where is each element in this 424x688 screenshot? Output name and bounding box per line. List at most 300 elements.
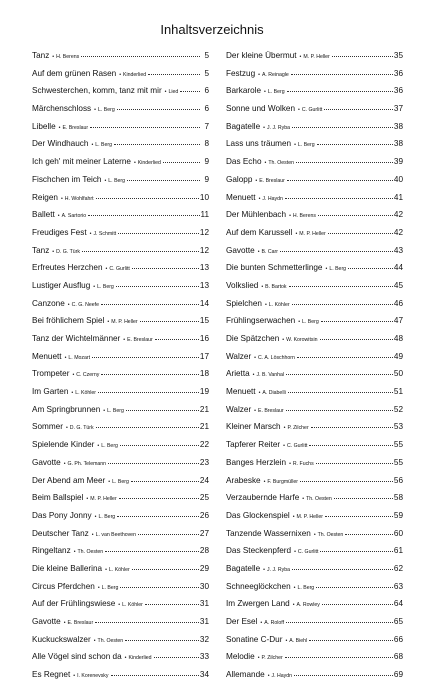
page-number: 9 [204, 174, 209, 184]
piece-title: Ich geh' mit meiner Laterne [32, 157, 131, 167]
bullet-separator: • [283, 443, 285, 450]
bullet-separator: • [293, 584, 296, 591]
dot-leader [296, 162, 393, 163]
dot-leader [96, 198, 199, 199]
composer-name: M. P. Heller [303, 54, 330, 60]
page-number: 33 [199, 652, 209, 662]
bullet-separator: • [57, 213, 60, 220]
piece-title: Sonatine C-Dur [226, 634, 283, 644]
toc-entry [32, 422, 209, 440]
composer-name: Kinderlied [123, 71, 147, 78]
toc-entry [226, 210, 403, 228]
bullet-separator: • [258, 71, 260, 78]
page-number: 49 [393, 351, 403, 361]
page-number: 29 [199, 563, 209, 573]
dot-leader [116, 286, 199, 287]
composer-name: C. A. Löschhorn [258, 354, 295, 361]
piece-title: Märchenschloss [32, 104, 92, 114]
toc-entry [32, 316, 209, 334]
composer-name: E. Breslaur [67, 620, 94, 626]
bullet-separator: • [289, 213, 291, 220]
composer-name: C. Czerny [76, 372, 100, 379]
dot-leader [105, 551, 199, 552]
bullet-separator: • [289, 460, 291, 467]
dot-leader [95, 622, 199, 623]
bullet-separator: • [133, 160, 136, 167]
dot-leader [292, 127, 393, 128]
bullet-separator: • [107, 319, 110, 326]
dot-leader [297, 357, 393, 358]
dot-leader [88, 215, 199, 216]
page-number: 42 [393, 227, 403, 237]
page-number: 62 [393, 563, 403, 573]
composer-name: L. Berg [267, 89, 285, 96]
toc-entry [32, 51, 209, 69]
dot-leader [163, 162, 200, 163]
bullet-separator: • [261, 283, 264, 290]
piece-title: Die bunten Schmetterlinge [226, 263, 323, 273]
page-number: 34 [199, 670, 209, 680]
piece-title: Tanz [32, 51, 50, 60]
toc-entry [226, 193, 403, 211]
toc-entry [32, 670, 209, 688]
piece-title: Ballett [32, 210, 55, 220]
bullet-separator: • [264, 160, 267, 167]
page-number: 69 [393, 670, 403, 680]
composer-name: A. Diabelli [262, 390, 286, 397]
composer-name: L. Mozart [68, 354, 91, 361]
bullet-separator: • [104, 177, 107, 184]
piece-title: Menuett [226, 192, 256, 202]
composer-name: L. Berg [97, 283, 114, 290]
page-number: 65 [393, 617, 403, 626]
bullet-separator: • [263, 124, 265, 131]
bullet-separator: • [89, 230, 92, 237]
composer-name: L. Berg [97, 107, 115, 114]
piece-title: Das Steckenpferd [226, 546, 292, 556]
page-number: 41 [393, 192, 403, 202]
toc-entry [226, 334, 403, 352]
bullet-separator: • [94, 107, 96, 114]
dot-leader [287, 91, 393, 92]
toc-entry [226, 281, 403, 299]
dot-leader [300, 481, 393, 482]
dot-leader [309, 445, 392, 446]
toc-entry [32, 440, 209, 458]
bullet-separator: • [105, 266, 108, 273]
toc-entry [32, 69, 209, 87]
toc-entry [226, 369, 403, 387]
toc-entry [226, 670, 403, 688]
dot-leader [111, 675, 199, 676]
bullet-separator: • [267, 673, 270, 680]
toc-entry [32, 193, 209, 211]
toc-entry [226, 86, 403, 104]
page-number: 22 [199, 440, 209, 450]
composer-name: A. Biehl [289, 637, 308, 644]
dot-leader [90, 127, 200, 128]
page-number: 40 [393, 174, 403, 184]
dot-leader [180, 91, 200, 92]
piece-title: Tanz der Wichtelmänner [32, 334, 121, 343]
composer-name: W. Korowitsin [286, 337, 318, 343]
page-number: 39 [393, 157, 403, 167]
composer-name: J. J. Ryba [266, 566, 291, 573]
bullet-separator: • [63, 460, 66, 467]
piece-title: Alle Vögel sind schon da [32, 652, 122, 662]
piece-title: Schwesterchen, komm, tanz mit mir [32, 86, 162, 96]
composer-name: P. Zilcher [287, 425, 309, 432]
composer-name: P. Zilcher [261, 655, 283, 662]
toc-entry [226, 493, 403, 511]
piece-title: Im Garten [32, 387, 69, 397]
dot-leader [120, 445, 199, 446]
piece-title: Arabeske [226, 475, 261, 485]
page-number: 36 [393, 68, 403, 78]
bullet-separator: • [93, 637, 96, 644]
dot-leader [81, 56, 200, 57]
piece-title: Im Zwergen Land [226, 599, 290, 609]
toc-entry [32, 405, 209, 423]
toc-entry [32, 458, 209, 476]
piece-title: Der Abend am Meer [32, 475, 106, 485]
composer-name: D. G. Türk [56, 248, 80, 255]
page-number: 60 [393, 528, 403, 538]
composer-name: F. Burgmüller [267, 478, 298, 485]
piece-title: Das Pony Jonny [32, 510, 92, 520]
composer-name: G. Ph. Telemann [67, 460, 107, 467]
page-number: 66 [393, 634, 403, 644]
bullet-separator: • [119, 71, 122, 78]
composer-name: Th. Oesten [268, 160, 294, 167]
page-number: 52 [393, 404, 403, 414]
page-number: 38 [393, 121, 403, 131]
toc-entry [32, 546, 209, 564]
piece-title: Bei fröhlichem Spiel [32, 316, 105, 326]
dot-leader [286, 374, 393, 375]
page-number: 55 [393, 440, 403, 450]
page-number: 26 [199, 510, 209, 520]
piece-title: Auf dem grünen Rasen [32, 68, 117, 78]
page-number: 56 [393, 475, 403, 485]
piece-title: Canzone [32, 298, 65, 308]
piece-title: Das Echo [226, 157, 262, 167]
page-number: 16 [199, 334, 209, 343]
dot-leader [131, 481, 199, 482]
page-number: 5 [204, 68, 209, 78]
composer-name: E. Breslaur [259, 177, 285, 184]
dot-leader [148, 74, 200, 75]
page-number: 63 [393, 581, 403, 591]
page-number: 44 [393, 263, 403, 273]
bullet-separator: • [255, 177, 258, 184]
bullet-separator: • [108, 478, 111, 485]
page-number: 61 [393, 546, 403, 556]
composer-name: J. B. Vanhal [256, 372, 285, 379]
toc-entry [226, 652, 403, 670]
piece-title: Der Mühlenbach [226, 210, 287, 220]
piece-title: Auf der Frühlingswiese [32, 599, 116, 609]
bullet-separator: • [264, 89, 266, 96]
toc-entry [32, 263, 209, 281]
piece-title: Menuett [32, 351, 62, 361]
piece-title: Walzer [226, 351, 252, 361]
dot-leader [318, 215, 393, 216]
bullet-separator: • [123, 337, 126, 343]
piece-title: Freudiges Fest [32, 227, 87, 237]
page-number: 32 [199, 634, 209, 644]
composer-name: L. van Beethoven [95, 531, 136, 538]
page-number: 37 [393, 104, 403, 114]
toc-entry [32, 157, 209, 175]
page-number: 53 [393, 422, 403, 432]
bullet-separator: • [64, 354, 67, 361]
page-number: 11 [200, 210, 209, 220]
composer-name: L. Berg [297, 142, 315, 149]
piece-title: Am Springbrunnen [32, 404, 101, 414]
bullet-separator: • [295, 230, 298, 237]
toc-entry [32, 175, 209, 193]
dot-leader [101, 304, 199, 305]
page-number: 55 [393, 457, 403, 467]
composer-name: L. Köhler [75, 390, 96, 397]
toc-entry [32, 228, 209, 246]
dot-leader [154, 657, 199, 658]
composer-name: H. Berens [56, 54, 80, 60]
piece-title: Trompeter [32, 369, 70, 379]
page-number: 68 [393, 652, 403, 662]
toc-entry [226, 352, 403, 370]
page-number: 15 [199, 316, 209, 326]
bullet-separator: • [254, 354, 256, 361]
toc-entry [32, 564, 209, 582]
bullet-separator: • [302, 496, 305, 503]
toc-entry [226, 564, 403, 582]
bullet-separator: • [58, 124, 61, 131]
dot-leader [138, 534, 199, 535]
composer-name: L. Berg [112, 478, 129, 485]
bullet-separator: • [52, 248, 55, 255]
dot-leader [332, 56, 393, 57]
dot-leader [311, 427, 393, 428]
toc-entry [226, 422, 403, 440]
piece-title: Ringeltanz [32, 546, 71, 556]
piece-title: Tanz [32, 245, 50, 255]
toc-entry [226, 316, 403, 334]
piece-title: Spielchen [226, 298, 262, 308]
toc-entry [226, 246, 403, 264]
page-number: 7 [204, 121, 209, 131]
composer-name: L. Berg [108, 177, 126, 184]
dot-leader [320, 551, 393, 552]
toc-entry [226, 582, 403, 600]
piece-title: Verzaubernde Harfe [226, 493, 300, 503]
page-number: 14 [199, 298, 209, 308]
page-number: 8 [204, 139, 209, 149]
bullet-separator: • [73, 673, 76, 680]
piece-title: Das Glockenspiel [226, 510, 290, 520]
dot-leader [292, 569, 393, 570]
composer-name: L. Berg [329, 266, 347, 273]
toc-entry [32, 617, 209, 635]
page-number: 48 [393, 334, 403, 343]
dot-leader [140, 321, 199, 322]
bullet-separator: • [294, 142, 296, 149]
piece-title: Lustiger Ausflug [32, 280, 91, 290]
dot-leader [127, 180, 200, 181]
composer-name: I. Korenevsky [77, 673, 109, 680]
dot-leader [132, 569, 199, 570]
piece-title: Die Spätzchen [226, 334, 280, 343]
bullet-separator: • [97, 584, 100, 591]
page-number: 64 [393, 599, 403, 609]
composer-name: L. Berg [101, 584, 119, 591]
dot-leader [120, 587, 199, 588]
piece-title: Tanzende Wassernixen [226, 528, 311, 538]
toc-entry [226, 263, 403, 281]
composer-name: J. Haydn [262, 195, 283, 202]
page-number: 19 [199, 387, 209, 397]
dot-leader [114, 144, 200, 145]
dot-leader [291, 74, 393, 75]
dot-leader [285, 657, 393, 658]
composer-name: C. Gurlitt [301, 107, 323, 114]
bullet-separator: • [258, 195, 261, 202]
toc-entry [226, 139, 403, 157]
bullet-separator: • [298, 107, 300, 114]
bullet-separator: • [86, 496, 89, 503]
dot-leader [98, 392, 199, 393]
composer-name: H. Berens [292, 213, 316, 220]
toc-entry [226, 599, 403, 617]
piece-title: Melodie [226, 652, 255, 662]
composer-name: A. Sartorio [61, 213, 87, 220]
toc-entry [32, 369, 209, 387]
toc-entry [32, 387, 209, 405]
dot-leader [309, 640, 393, 641]
piece-title: Frühlingserwachen [226, 316, 296, 326]
piece-title: Walzer [226, 404, 252, 414]
dot-leader [286, 622, 393, 623]
bullet-separator: • [52, 54, 55, 60]
bullet-separator: • [124, 655, 127, 662]
page-number: 12 [199, 227, 209, 237]
piece-title: Banges Herzlein [226, 457, 287, 467]
dot-leader [328, 233, 393, 234]
dot-leader [320, 339, 393, 340]
dot-leader [126, 410, 199, 411]
composer-name: A. Roloff [264, 620, 285, 626]
composer-name: Kinderlied [128, 655, 152, 662]
page-title: Inhaltsverzeichnis [160, 22, 264, 37]
piece-title: Schneeglöckchen [226, 581, 291, 591]
toc-entry [32, 493, 209, 511]
bullet-separator: • [283, 425, 286, 432]
bullet-separator: • [325, 266, 328, 273]
composer-name: J. Haydn [271, 673, 292, 680]
composer-name: B. Bartok [265, 283, 287, 290]
toc-entry [226, 617, 403, 635]
toc-entry [32, 299, 209, 317]
piece-title: Kleiner Marsch [226, 422, 281, 432]
bullet-separator: • [103, 407, 106, 414]
piece-title: Erfreutes Herzchen [32, 263, 103, 273]
toc-entry [32, 599, 209, 617]
page-number: 50 [393, 369, 403, 379]
bullet-separator: • [257, 655, 260, 662]
bullet-separator: • [118, 602, 121, 609]
page-number: 21 [199, 404, 209, 414]
piece-title: Menuett [226, 387, 256, 397]
composer-name: C. Gurlitt [297, 549, 319, 556]
piece-title: Tapferer Reiter [226, 440, 281, 450]
toc-entry [226, 405, 403, 423]
bullet-separator: • [73, 549, 76, 556]
composer-name: E. Breslaur [258, 407, 284, 414]
page-number: 43 [393, 245, 403, 255]
toc-entry [32, 246, 209, 264]
piece-title: Es Regnet [32, 670, 71, 680]
dot-leader [321, 321, 393, 322]
composer-name: Th. Oesten [77, 549, 104, 556]
toc-entry [32, 210, 209, 228]
bullet-separator: • [65, 425, 68, 432]
bullet-separator: • [260, 620, 263, 626]
bullet-separator: • [282, 337, 285, 343]
dot-leader [119, 498, 199, 499]
page-number: 21 [199, 422, 209, 432]
page-number: 13 [199, 263, 209, 273]
bullet-separator: • [292, 513, 295, 520]
piece-title: Sommer [32, 422, 63, 432]
piece-title: Circus Pferdchen [32, 581, 95, 591]
page-number: 31 [199, 617, 209, 626]
dot-leader [118, 233, 199, 234]
composer-name: H. Wohlfahrt [64, 195, 94, 202]
bullet-separator: • [60, 195, 63, 202]
bullet-separator: • [285, 637, 288, 644]
page-number: 46 [393, 298, 403, 308]
piece-title: Kuckuckswalzer [32, 634, 91, 644]
bullet-separator: • [263, 478, 266, 485]
toc-entry [32, 635, 209, 653]
dot-leader [324, 109, 393, 110]
page-number: 30 [199, 581, 209, 591]
composer-name: Th. Oesten [97, 637, 124, 644]
toc-entry [226, 476, 403, 494]
page-number: 38 [393, 139, 403, 149]
bullet-separator: • [258, 390, 261, 397]
dot-leader [294, 675, 393, 676]
composer-name: E. Breslaur [62, 124, 89, 131]
toc-entry [32, 334, 209, 352]
piece-title: Lass uns träumen [226, 139, 292, 149]
toc-entry [226, 104, 403, 122]
dot-leader [155, 339, 199, 340]
bullet-separator: • [72, 372, 75, 379]
page-number: 59 [393, 510, 403, 520]
dot-leader [325, 516, 393, 517]
composer-name: E. Breslaur [127, 337, 153, 343]
dot-leader [345, 534, 393, 535]
composer-name: L. Berg [98, 513, 116, 520]
toc-entry [32, 652, 209, 670]
page-number: 36 [393, 86, 403, 96]
piece-title: Der Windhauch [32, 139, 89, 149]
dot-leader [289, 286, 393, 287]
piece-title: Deutscher Tanz [32, 528, 89, 538]
dot-leader [287, 180, 393, 181]
